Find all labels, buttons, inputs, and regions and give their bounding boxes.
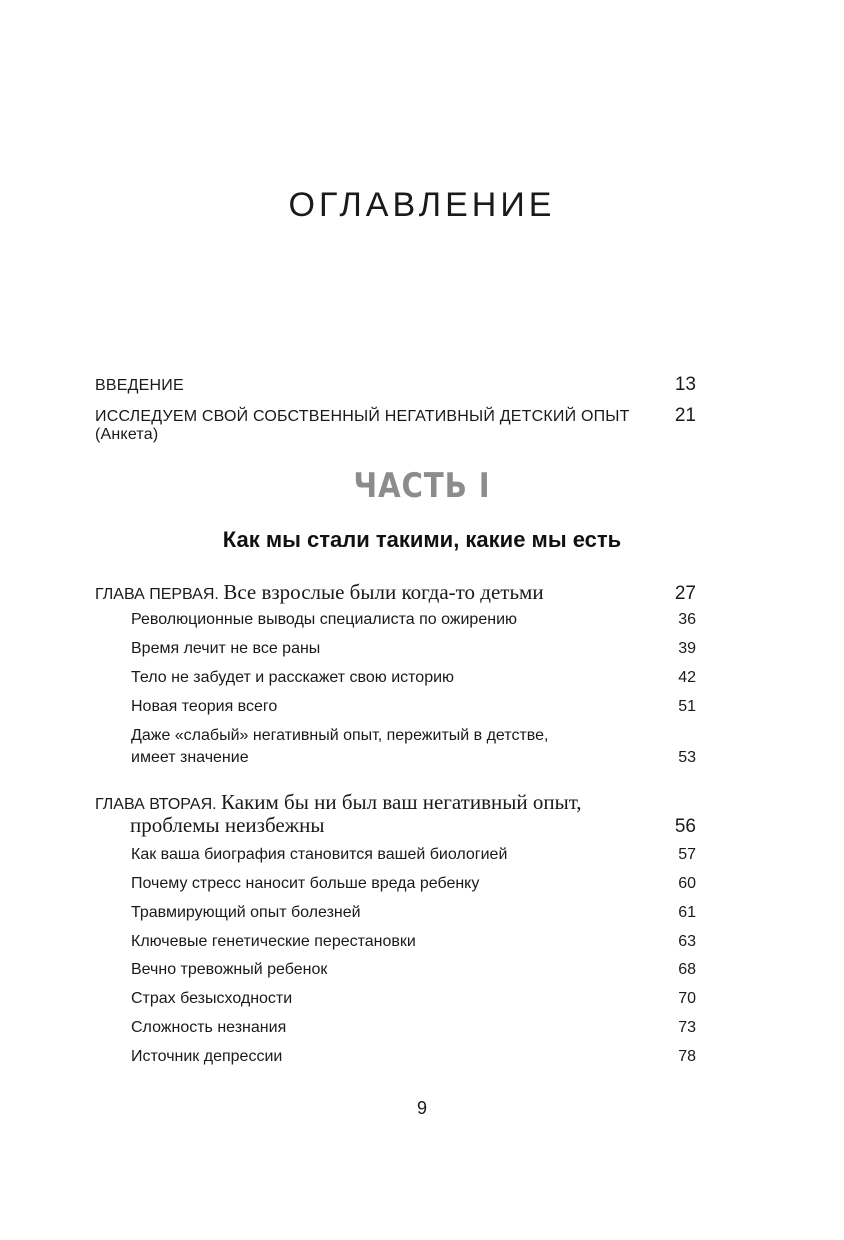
toc-section[interactable] — [131, 846, 696, 864]
chapter-page: 27 — [674, 583, 696, 604]
page-title: ОГЛАВЛЕНИЕ — [288, 186, 556, 224]
section-title: Новая теория всего — [131, 698, 278, 715]
toc-section[interactable] — [131, 669, 696, 687]
section-page: 61 — [678, 904, 696, 921]
toc-entry-label — [95, 408, 675, 444]
chapter-page: 56 — [674, 816, 696, 837]
section-title-line1: Даже «слабый» негативный опыт, пережитый в детстве, — [131, 727, 549, 744]
section-title: Тело не забудет и расскажет свою историю — [131, 669, 455, 686]
section-page: 51 — [678, 698, 696, 715]
section-title: Время лечит не все раны — [131, 640, 321, 657]
section-page: 39 — [678, 640, 696, 657]
section-title: Ключевые генетические перестановки — [131, 933, 416, 950]
chapter-label: ГЛАВА ВТОРАЯ. — [95, 796, 217, 813]
section-page: 57 — [678, 846, 696, 863]
section-page: 68 — [678, 961, 696, 978]
chapter-title-line1: Каким бы ни был ваш негативный опыт, — [221, 790, 582, 814]
section-page: 60 — [678, 875, 696, 892]
section-title: Как ваша биография становится вашей биологией — [131, 846, 508, 863]
section-title: Сложность незнания — [131, 1019, 287, 1036]
toc-chapter-2[interactable] — [95, 790, 696, 838]
chapter-label: ГЛАВА ПЕРВАЯ. — [95, 586, 219, 603]
part-heading: ЧАСТЬ I — [353, 466, 491, 506]
section-title: Вечно тревожный ребенок — [131, 961, 328, 978]
toc-section[interactable] — [131, 1048, 696, 1066]
toc-section[interactable] — [131, 1019, 696, 1037]
section-page: 70 — [678, 990, 696, 1007]
toc-entry-title: ИССЛЕДУЕМ СВОЙ СОБСТВЕННЫЙ НЕГАТИВНЫЙ ДЕТСКИЙ ОПЫТ — [95, 408, 630, 425]
toc-entry-page: 21 — [674, 405, 696, 426]
chapter-title: Все взрослые были когда-то детьми — [223, 580, 544, 604]
section-page: 53 — [678, 749, 696, 766]
section-title-line2: имеет значение — [131, 749, 249, 766]
toc-section[interactable] — [131, 990, 696, 1008]
toc-entry-introduction[interactable] — [95, 374, 696, 396]
toc-entry-label: ВВЕДЕНИЕ — [95, 377, 184, 394]
toc-section[interactable] — [131, 698, 696, 716]
toc-section[interactable] — [131, 961, 696, 979]
toc-section[interactable] — [131, 875, 696, 893]
toc-chapter-1[interactable] — [95, 580, 696, 605]
section-page: 78 — [678, 1048, 696, 1065]
section-page: 36 — [678, 611, 696, 628]
toc-section[interactable] — [131, 727, 696, 767]
toc-section[interactable] — [131, 904, 696, 922]
page-number: 9 — [416, 1098, 427, 1118]
toc-section[interactable] — [131, 933, 696, 951]
section-title: Источник депрессии — [131, 1048, 283, 1065]
section-page: 42 — [678, 669, 696, 686]
section-title: Травмирующий опыт болезней — [131, 904, 361, 921]
chapter-title-line2: проблемы неизбежны — [130, 813, 325, 837]
section-page: 73 — [678, 1019, 696, 1036]
toc-section[interactable] — [131, 611, 696, 629]
toc-entry-note: (Анкета) — [95, 426, 159, 443]
section-title: Страх безысходности — [131, 990, 293, 1007]
section-title: Революционные выводы специалиста по ожирению — [131, 611, 517, 628]
part-subtitle: Как мы стали такими, какие мы есть — [222, 527, 622, 552]
section-page: 63 — [678, 933, 696, 950]
toc-entry-page: 13 — [674, 374, 696, 395]
section-title: Почему стресс наносит больше вреда ребенку — [131, 875, 480, 892]
toc-section[interactable] — [131, 640, 696, 658]
toc-entry-questionnaire[interactable] — [95, 405, 696, 444]
